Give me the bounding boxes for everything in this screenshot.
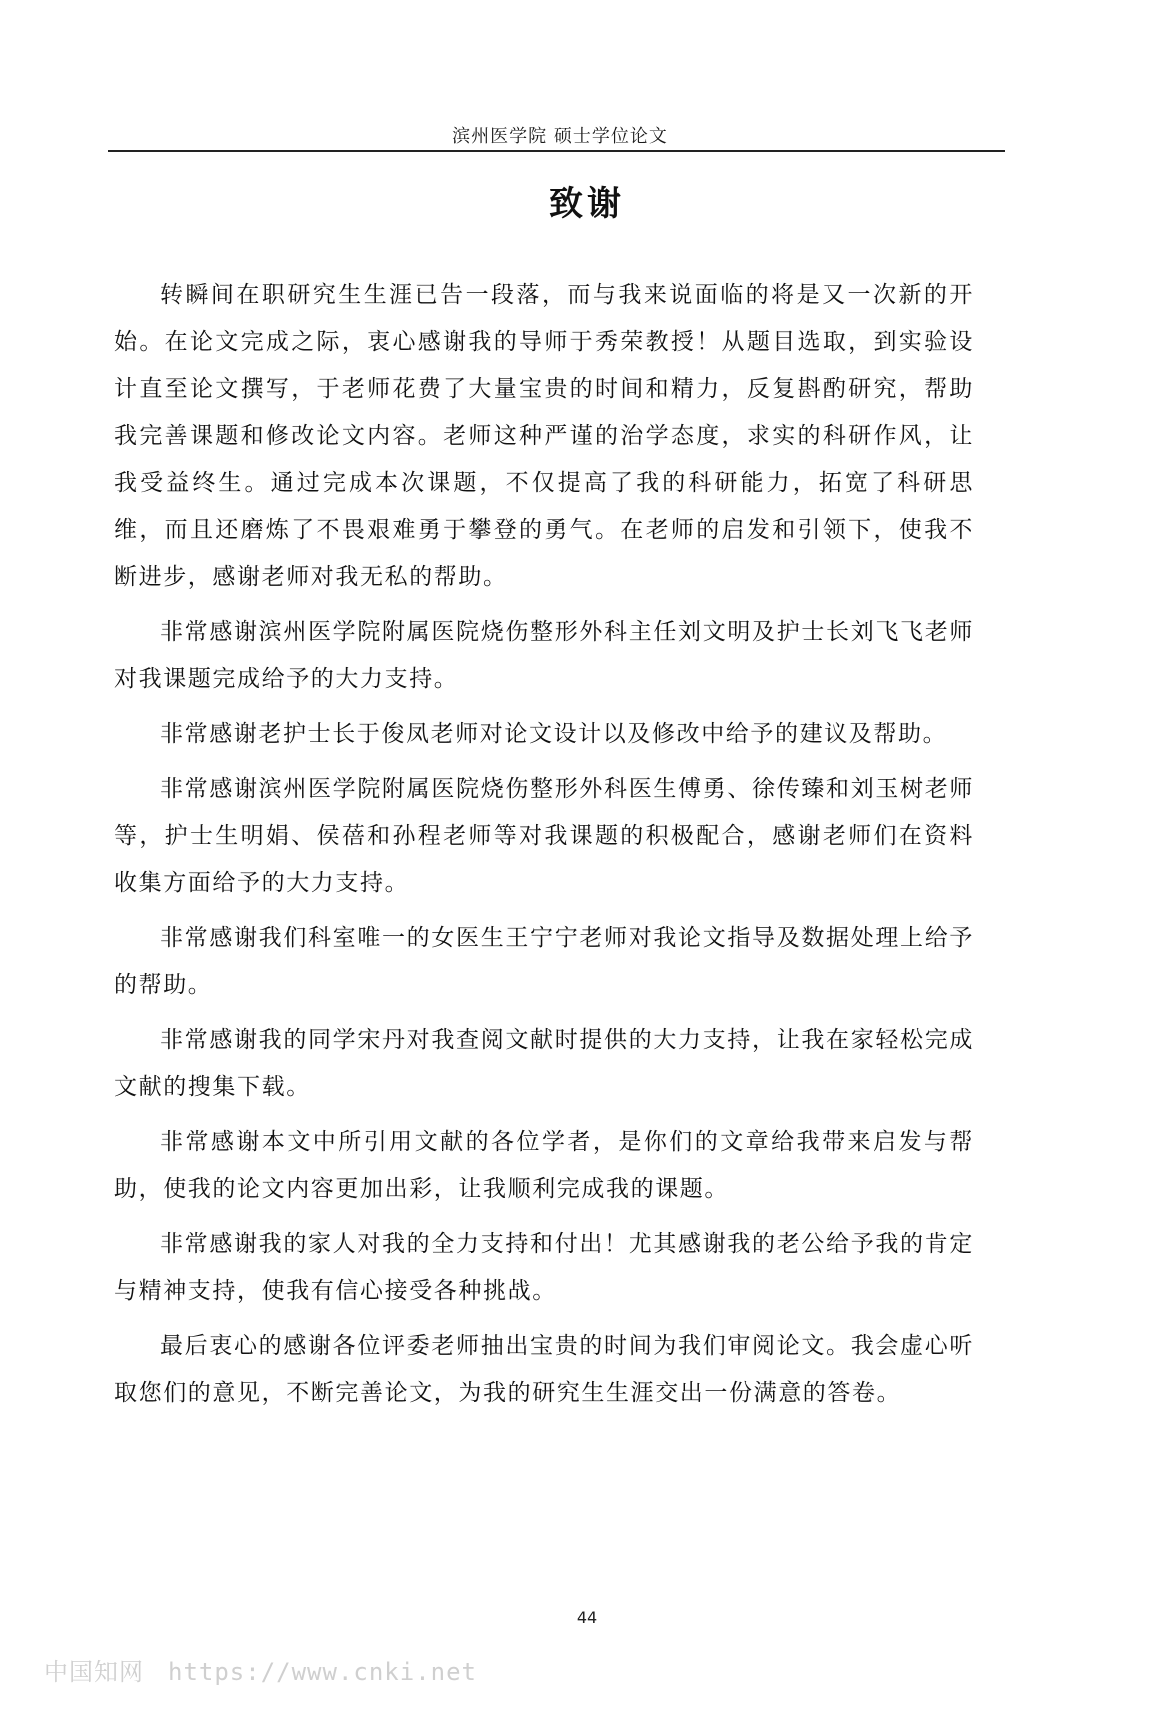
acknowledgement-body: [114, 272, 974, 1425]
paragraph: 非常感谢滨州医学院附属医院烧伤整形外科主任刘文明及护士长刘飞飞老师对我课题完成给予的大力支持。: [114, 619, 974, 692]
watermark-url: https://www.cnki.net: [168, 1658, 477, 1686]
page-number: 44: [576, 1608, 598, 1627]
paragraph: 非常感谢滨州医学院附属医院烧伤整形外科医生傅勇、徐传臻和刘玉树老师等，护士生明娟、侯蓓和孙程老师等对我课题的积极配合，感谢老师们在资料收集方面给予的大力支持。: [114, 776, 974, 896]
cnki-watermark: [44, 1652, 477, 1687]
chapter-title: 致谢: [549, 184, 625, 224]
running-header: 滨州医学院 硕士学位论文: [452, 126, 668, 147]
header-rule: [108, 150, 1005, 152]
paragraph: 非常感谢我们科室唯一的女医生王宁宁老师对我论文指导及数据处理上给予的帮助。: [114, 925, 974, 998]
paragraph: 非常感谢我的家人对我的全力支持和付出！尤其感谢我的老公给予我的肯定与精神支持，使我有信心接受各种挑战。: [114, 1231, 974, 1304]
paragraph: 非常感谢老护士长于俊凤老师对论文设计以及修改中给予的建议及帮助。: [160, 721, 948, 747]
paragraph: 转瞬间在职研究生生涯已告一段落，而与我来说面临的将是又一次新的开始。在论文完成之际，衷心感谢我的导师于秀荣教授！从题目选取，到实验设计直至论文撰写，于老师花费了大量宝贵的时间和精力，反复斟酌研究，帮助我完善课题和修改论文内容。老师这种严谨的治学态度，求实的科研作风，让我受益终生。通过完成本次课题，不仅提高了我的科研能力，拓宽了科研思维，而且还磨炼了不畏艰难勇于攀登的勇气。在老师的启发和引领下，使我不断进步，感谢老师对我无私的帮助。: [114, 282, 974, 590]
paragraph: 最后衷心的感谢各位评委老师抽出宝贵的时间为我们审阅论文。我会虚心听取您们的意见，不断完善论文，为我的研究生生涯交出一份满意的答卷。: [114, 1333, 974, 1406]
paragraph: 非常感谢我的同学宋丹对我查阅文献时提供的大力支持，让我在家轻松完成文献的搜集下载。: [114, 1027, 974, 1100]
watermark-site-name: 中国知网: [44, 1658, 144, 1686]
paragraph: 非常感谢本文中所引用文献的各位学者，是你们的文章给我带来启发与帮助，使我的论文内容更加出彩，让我顺利完成我的课题。: [114, 1129, 974, 1202]
